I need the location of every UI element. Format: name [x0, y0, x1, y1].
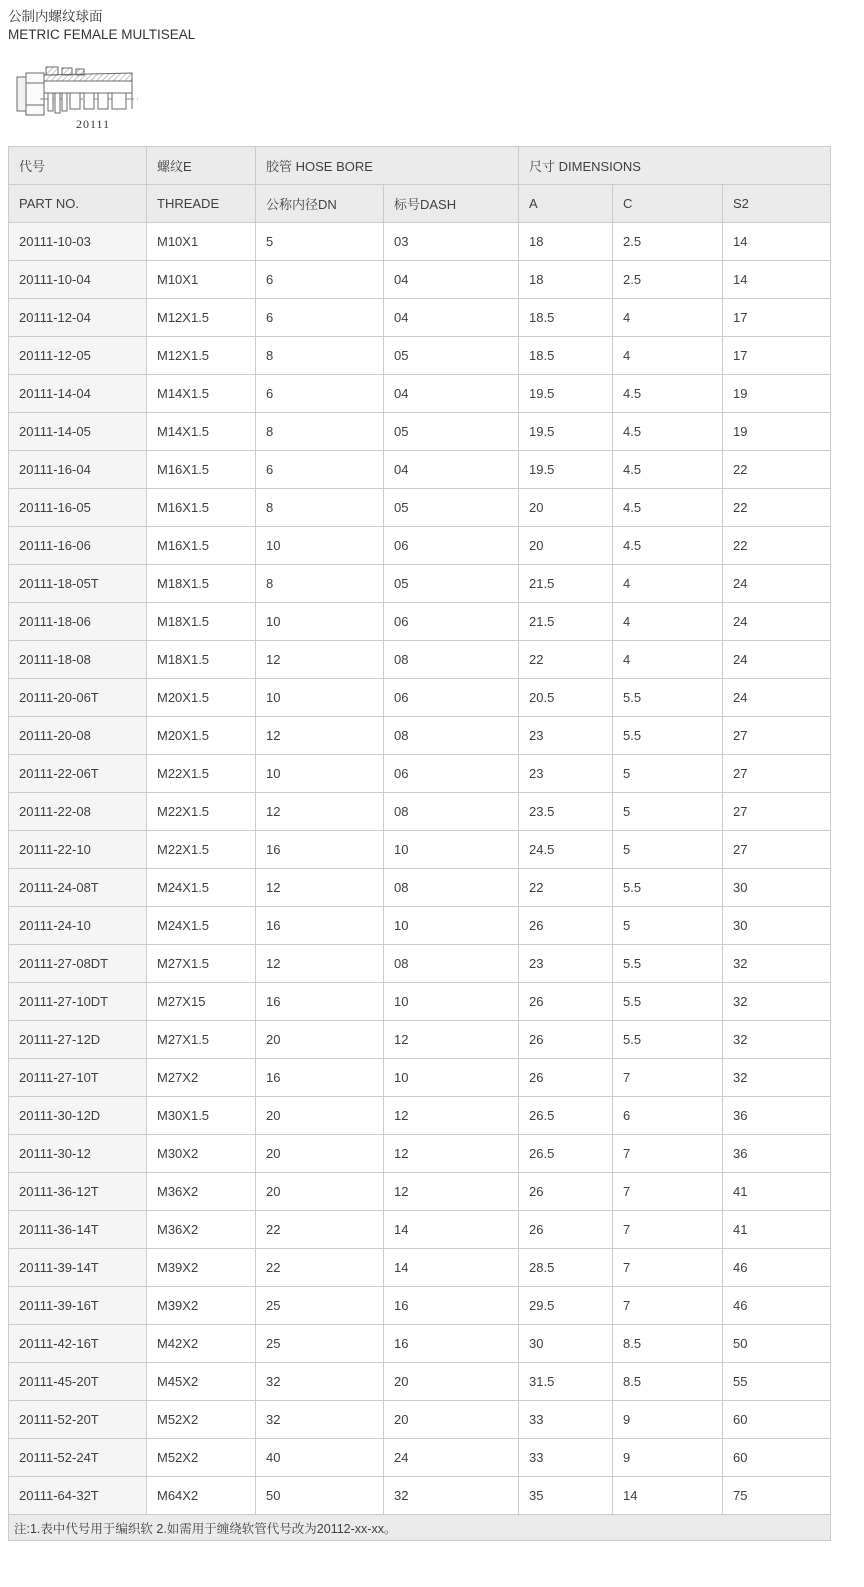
cell-dn: 6: [256, 451, 384, 489]
table-row: [9, 1439, 831, 1477]
table-row: [9, 489, 831, 527]
cell-thread: M24X1.5: [147, 907, 256, 945]
header-a: A: [519, 185, 613, 223]
cell-s2: 22: [723, 527, 831, 565]
cell-dash: 12: [384, 1097, 519, 1135]
cell-c: 8.5: [613, 1325, 723, 1363]
table-row: [9, 413, 831, 451]
cell-dash: 04: [384, 299, 519, 337]
cell-dash: 08: [384, 793, 519, 831]
cell-dash: 06: [384, 755, 519, 793]
cell-s2: 27: [723, 717, 831, 755]
cell-dn: 6: [256, 261, 384, 299]
cell-thread: M52X2: [147, 1439, 256, 1477]
cell-part-no: 20111-18-06: [9, 603, 147, 641]
cell-s2: 14: [723, 223, 831, 261]
cell-s2: 41: [723, 1211, 831, 1249]
cell-dn: 12: [256, 793, 384, 831]
cell-c: 4.5: [613, 451, 723, 489]
cell-dash: 08: [384, 945, 519, 983]
cell-thread: M39X2: [147, 1287, 256, 1325]
cell-part-no: 20111-14-04: [9, 375, 147, 413]
header-dimensions-group: 尺寸 DIMENSIONS: [519, 147, 831, 185]
cell-dash: 14: [384, 1211, 519, 1249]
cell-s2: 17: [723, 299, 831, 337]
cell-a: 28.5: [519, 1249, 613, 1287]
cell-c: 6: [613, 1097, 723, 1135]
cell-dn: 16: [256, 983, 384, 1021]
cell-dn: 10: [256, 679, 384, 717]
cell-thread: M12X1.5: [147, 337, 256, 375]
cell-dn: 10: [256, 527, 384, 565]
cell-part-no: 20111-10-04: [9, 261, 147, 299]
cell-a: 23: [519, 755, 613, 793]
table-row: [9, 261, 831, 299]
table-row: [9, 337, 831, 375]
cell-dash: 12: [384, 1173, 519, 1211]
cell-dn: 25: [256, 1325, 384, 1363]
cell-a: 26.5: [519, 1135, 613, 1173]
cell-dn: 25: [256, 1287, 384, 1325]
cell-a: 19.5: [519, 375, 613, 413]
table-row: [9, 1097, 831, 1135]
cell-s2: 27: [723, 793, 831, 831]
cell-dn: 20: [256, 1097, 384, 1135]
cell-dn: 8: [256, 489, 384, 527]
cell-c: 5: [613, 831, 723, 869]
cell-c: 7: [613, 1287, 723, 1325]
cell-dash: 16: [384, 1325, 519, 1363]
cell-part-no: 20111-22-08: [9, 793, 147, 831]
cell-s2: 50: [723, 1325, 831, 1363]
table-row: [9, 755, 831, 793]
table-row: [9, 869, 831, 907]
cell-part-no: 20111-27-10DT: [9, 983, 147, 1021]
cell-thread: M52X2: [147, 1401, 256, 1439]
cell-s2: 24: [723, 565, 831, 603]
cell-a: 33: [519, 1401, 613, 1439]
fitting-drawing: [14, 61, 146, 132]
title-block: [8, 8, 864, 44]
cell-dash: 05: [384, 413, 519, 451]
cell-c: 7: [613, 1135, 723, 1173]
cell-c: 5.5: [613, 983, 723, 1021]
cell-part-no: 20111-36-12T: [9, 1173, 147, 1211]
table-row: [9, 299, 831, 337]
cell-c: 5.5: [613, 869, 723, 907]
cell-dn: 12: [256, 945, 384, 983]
cell-c: 4: [613, 337, 723, 375]
cell-dash: 14: [384, 1249, 519, 1287]
header-dn: 公称内径DN: [256, 185, 384, 223]
cell-thread: M45X2: [147, 1363, 256, 1401]
cell-a: 23: [519, 717, 613, 755]
cell-thread: M27X1.5: [147, 1021, 256, 1059]
header-row-columns: [9, 185, 831, 223]
cell-part-no: 20111-22-10: [9, 831, 147, 869]
cell-dash: 12: [384, 1135, 519, 1173]
cell-c: 9: [613, 1401, 723, 1439]
cell-dash: 10: [384, 831, 519, 869]
table-row: [9, 1363, 831, 1401]
table-row: [9, 1173, 831, 1211]
cell-a: 19.5: [519, 413, 613, 451]
cell-c: 2.5: [613, 261, 723, 299]
cell-s2: 55: [723, 1363, 831, 1401]
table-row: [9, 527, 831, 565]
cell-a: 22: [519, 641, 613, 679]
cell-dash: 10: [384, 983, 519, 1021]
cell-c: 5.5: [613, 945, 723, 983]
cell-dash: 05: [384, 489, 519, 527]
cell-part-no: 20111-16-04: [9, 451, 147, 489]
cell-a: 26: [519, 1021, 613, 1059]
table-row: [9, 831, 831, 869]
cell-dn: 16: [256, 907, 384, 945]
cell-dn: 12: [256, 869, 384, 907]
page-title-zh: 公制内螺纹球面: [8, 9, 103, 24]
cell-a: 22: [519, 869, 613, 907]
table-row: [9, 907, 831, 945]
table-row: [9, 793, 831, 831]
table-row: [9, 1059, 831, 1097]
cell-part-no: 20111-42-16T: [9, 1325, 147, 1363]
cell-dn: 32: [256, 1401, 384, 1439]
cell-c: 4: [613, 603, 723, 641]
table-row: [9, 603, 831, 641]
cell-s2: 60: [723, 1401, 831, 1439]
cell-s2: 30: [723, 869, 831, 907]
cell-a: 23.5: [519, 793, 613, 831]
cell-dn: 8: [256, 413, 384, 451]
table-foot: [9, 1515, 831, 1541]
cell-a: 21.5: [519, 565, 613, 603]
cell-dash: 08: [384, 717, 519, 755]
cell-s2: 46: [723, 1249, 831, 1287]
cell-a: 26: [519, 1211, 613, 1249]
cell-a: 29.5: [519, 1287, 613, 1325]
cell-part-no: 20111-18-08: [9, 641, 147, 679]
cell-c: 5: [613, 907, 723, 945]
cell-a: 26.5: [519, 1097, 613, 1135]
table-row: [9, 1135, 831, 1173]
cell-thread: M20X1.5: [147, 717, 256, 755]
cell-c: 2.5: [613, 223, 723, 261]
table-row: [9, 1021, 831, 1059]
cell-dn: 22: [256, 1211, 384, 1249]
cell-part-no: 20111-36-14T: [9, 1211, 147, 1249]
cell-a: 20.5: [519, 679, 613, 717]
cell-s2: 14: [723, 261, 831, 299]
cell-part-no: 20111-16-06: [9, 527, 147, 565]
cell-thread: M22X1.5: [147, 793, 256, 831]
cell-s2: 32: [723, 1059, 831, 1097]
cell-thread: M42X2: [147, 1325, 256, 1363]
cell-dash: 24: [384, 1439, 519, 1477]
header-row-groups: [9, 147, 831, 185]
cell-a: 18.5: [519, 299, 613, 337]
cell-dn: 50: [256, 1477, 384, 1515]
table-row: [9, 983, 831, 1021]
cell-thread: M18X1.5: [147, 641, 256, 679]
cell-dash: 32: [384, 1477, 519, 1515]
cell-s2: 24: [723, 641, 831, 679]
cell-dn: 16: [256, 1059, 384, 1097]
cell-s2: 41: [723, 1173, 831, 1211]
cell-dn: 16: [256, 831, 384, 869]
cell-part-no: 20111-24-10: [9, 907, 147, 945]
cell-c: 4: [613, 641, 723, 679]
header-dash: 标号DASH: [384, 185, 519, 223]
table-row: [9, 1249, 831, 1287]
cell-c: 7: [613, 1249, 723, 1287]
cell-a: 20: [519, 527, 613, 565]
cell-c: 4.5: [613, 413, 723, 451]
cell-part-no: 20111-52-20T: [9, 1401, 147, 1439]
table-row: [9, 1211, 831, 1249]
cell-a: 26: [519, 983, 613, 1021]
header-s2: S2: [723, 185, 831, 223]
table-row: [9, 1477, 831, 1515]
cell-c: 7: [613, 1173, 723, 1211]
cell-thread: M27X2: [147, 1059, 256, 1097]
cell-s2: 36: [723, 1135, 831, 1173]
cell-thread: M16X1.5: [147, 527, 256, 565]
cell-thread: M36X2: [147, 1173, 256, 1211]
cell-dash: 06: [384, 679, 519, 717]
table-row: [9, 375, 831, 413]
cell-c: 5.5: [613, 679, 723, 717]
cell-dn: 6: [256, 299, 384, 337]
cell-dash: 05: [384, 565, 519, 603]
cell-part-no: 20111-45-20T: [9, 1363, 147, 1401]
cell-c: 7: [613, 1211, 723, 1249]
header-thread: THREADE: [147, 185, 256, 223]
table-row: [9, 451, 831, 489]
table-row: [9, 717, 831, 755]
header-thread-zh: 螺纹E: [147, 147, 256, 185]
cell-s2: 32: [723, 983, 831, 1021]
cell-dash: 04: [384, 451, 519, 489]
cell-c: 4.5: [613, 489, 723, 527]
cell-c: 4.5: [613, 527, 723, 565]
cell-a: 26: [519, 907, 613, 945]
cell-thread: M22X1.5: [147, 831, 256, 869]
cell-part-no: 20111-30-12D: [9, 1097, 147, 1135]
parts-table-body: [9, 223, 831, 1515]
cell-part-no: 20111-52-24T: [9, 1439, 147, 1477]
header-hose-bore-group: 胶管 HOSE BORE: [256, 147, 519, 185]
cell-s2: 32: [723, 1021, 831, 1059]
cell-dn: 6: [256, 375, 384, 413]
cell-c: 5: [613, 793, 723, 831]
cell-dn: 8: [256, 337, 384, 375]
cell-s2: 60: [723, 1439, 831, 1477]
cell-c: 5.5: [613, 1021, 723, 1059]
cell-dash: 12: [384, 1021, 519, 1059]
cell-part-no: 20111-20-06T: [9, 679, 147, 717]
cell-s2: 24: [723, 603, 831, 641]
cell-thread: M10X1: [147, 223, 256, 261]
parts-table: [8, 146, 831, 1541]
cell-thread: M24X1.5: [147, 869, 256, 907]
cell-part-no: 20111-12-04: [9, 299, 147, 337]
cell-thread: M30X2: [147, 1135, 256, 1173]
cell-thread: M16X1.5: [147, 489, 256, 527]
cell-s2: 17: [723, 337, 831, 375]
cell-thread: M22X1.5: [147, 755, 256, 793]
cell-part-no: 20111-12-05: [9, 337, 147, 375]
cell-dash: 05: [384, 337, 519, 375]
cell-part-no: 20111-22-06T: [9, 755, 147, 793]
table-row: [9, 679, 831, 717]
cell-part-no: 20111-16-05: [9, 489, 147, 527]
cell-part-no: 20111-39-14T: [9, 1249, 147, 1287]
cell-s2: 27: [723, 831, 831, 869]
cell-a: 19.5: [519, 451, 613, 489]
cell-thread: M10X1: [147, 261, 256, 299]
cell-dn: 10: [256, 755, 384, 793]
cell-c: 5: [613, 755, 723, 793]
fitting-drawing-label: 20111: [76, 117, 111, 132]
cell-part-no: 20111-10-03: [9, 223, 147, 261]
cell-thread: M12X1.5: [147, 299, 256, 337]
cell-s2: 46: [723, 1287, 831, 1325]
table-row: [9, 223, 831, 261]
cell-dash: 06: [384, 527, 519, 565]
table-row: [9, 945, 831, 983]
cell-dash: 20: [384, 1401, 519, 1439]
cell-dash: 10: [384, 1059, 519, 1097]
cell-thread: M64X2: [147, 1477, 256, 1515]
cell-thread: M27X15: [147, 983, 256, 1021]
header-part-no-zh: 代号: [9, 147, 147, 185]
cell-dash: 08: [384, 641, 519, 679]
cell-a: 20: [519, 489, 613, 527]
cell-dn: 5: [256, 223, 384, 261]
header-part-no: PART NO.: [9, 185, 147, 223]
cell-part-no: 20111-39-16T: [9, 1287, 147, 1325]
cell-a: 31.5: [519, 1363, 613, 1401]
note-row: [9, 1515, 831, 1541]
cell-a: 21.5: [519, 603, 613, 641]
cell-c: 4: [613, 299, 723, 337]
cell-part-no: 20111-64-32T: [9, 1477, 147, 1515]
cell-part-no: 20111-27-08DT: [9, 945, 147, 983]
cell-s2: 24: [723, 679, 831, 717]
cell-dash: 16: [384, 1287, 519, 1325]
cell-a: 26: [519, 1173, 613, 1211]
table-row: [9, 1325, 831, 1363]
cell-dn: 10: [256, 603, 384, 641]
cell-a: 33: [519, 1439, 613, 1477]
cell-thread: M20X1.5: [147, 679, 256, 717]
cell-dn: 22: [256, 1249, 384, 1287]
table-note: 注:1.表中代号用于编织软 2.如需用于缠绕软管代号改为20112-xx-xx。: [9, 1515, 831, 1541]
header-c: C: [613, 185, 723, 223]
table-row: [9, 1287, 831, 1325]
cell-c: 9: [613, 1439, 723, 1477]
cell-thread: M39X2: [147, 1249, 256, 1287]
cell-part-no: 20111-14-05: [9, 413, 147, 451]
cell-dash: 20: [384, 1363, 519, 1401]
cell-s2: 22: [723, 451, 831, 489]
cell-dn: 20: [256, 1021, 384, 1059]
cell-s2: 19: [723, 375, 831, 413]
page-title-en: METRIC FEMALE MULTISEAL: [8, 27, 196, 43]
cell-s2: 22: [723, 489, 831, 527]
cell-a: 26: [519, 1059, 613, 1097]
cell-thread: M14X1.5: [147, 413, 256, 451]
cell-part-no: 20111-27-10T: [9, 1059, 147, 1097]
cell-dash: 10: [384, 907, 519, 945]
cell-dn: 12: [256, 717, 384, 755]
cell-dn: 40: [256, 1439, 384, 1477]
cell-s2: 19: [723, 413, 831, 451]
cell-c: 14: [613, 1477, 723, 1515]
cell-a: 18: [519, 261, 613, 299]
cell-dn: 20: [256, 1173, 384, 1211]
cell-part-no: 20111-18-05T: [9, 565, 147, 603]
cell-dn: 8: [256, 565, 384, 603]
cell-dash: 03: [384, 223, 519, 261]
cell-dash: 06: [384, 603, 519, 641]
cell-a: 18.5: [519, 337, 613, 375]
cell-c: 8.5: [613, 1363, 723, 1401]
cell-dash: 04: [384, 261, 519, 299]
table-row: [9, 1401, 831, 1439]
cell-c: 4: [613, 565, 723, 603]
cell-dn: 32: [256, 1363, 384, 1401]
cell-thread: M16X1.5: [147, 451, 256, 489]
cell-thread: M27X1.5: [147, 945, 256, 983]
cell-a: 24.5: [519, 831, 613, 869]
table-row: [9, 641, 831, 679]
cell-part-no: 20111-30-12: [9, 1135, 147, 1173]
cell-s2: 30: [723, 907, 831, 945]
cell-part-no: 20111-24-08T: [9, 869, 147, 907]
table-row: [9, 565, 831, 603]
cell-a: 18: [519, 223, 613, 261]
cell-thread: M14X1.5: [147, 375, 256, 413]
cell-dn: 12: [256, 641, 384, 679]
cell-a: 30: [519, 1325, 613, 1363]
cell-dash: 04: [384, 375, 519, 413]
cell-c: 5.5: [613, 717, 723, 755]
cell-part-no: 20111-27-12D: [9, 1021, 147, 1059]
cell-s2: 75: [723, 1477, 831, 1515]
cell-s2: 32: [723, 945, 831, 983]
cell-s2: 36: [723, 1097, 831, 1135]
cell-thread: M18X1.5: [147, 565, 256, 603]
cell-a: 35: [519, 1477, 613, 1515]
cell-s2: 27: [723, 755, 831, 793]
cell-c: 4.5: [613, 375, 723, 413]
cell-thread: M36X2: [147, 1211, 256, 1249]
cell-dash: 08: [384, 869, 519, 907]
cell-a: 23: [519, 945, 613, 983]
cell-thread: M18X1.5: [147, 603, 256, 641]
cell-thread: M30X1.5: [147, 1097, 256, 1135]
cell-c: 7: [613, 1059, 723, 1097]
table-head: [9, 147, 831, 223]
cell-dn: 20: [256, 1135, 384, 1173]
cell-part-no: 20111-20-08: [9, 717, 147, 755]
